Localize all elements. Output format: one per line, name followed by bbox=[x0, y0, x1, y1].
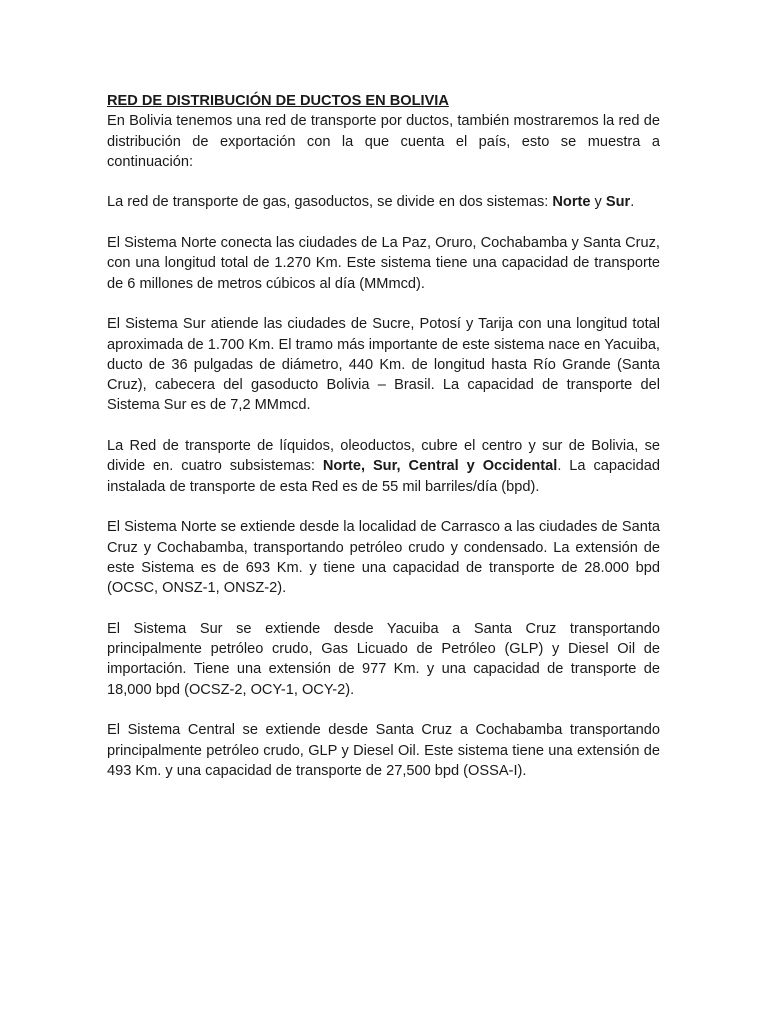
document-title: RED DE DISTRIBUCIÓN DE DUCTOS EN BOLIVIA bbox=[107, 93, 449, 109]
document-page bbox=[107, 91, 660, 801]
liquids-network-end: . La capacidad instalada de transporte de esta Red es de 55 mil barriles/día (bpd). bbox=[107, 458, 661, 495]
gas-south-label: Sur bbox=[605, 194, 631, 211]
gas-network-paragraph bbox=[107, 192, 660, 212]
liquids-network-text: La Red de transporte de líquidos, oleoductos, cubre el centro y sur de Bolivia, se divide en. cuatro subsistemas: bbox=[107, 438, 660, 475]
gas-north-paragraph: El Sistema Norte conecta las ciudades de La Paz, Oruro, Cochabamba y Santa Cruz, con una longitud total de 1.270 Km. Este sistema tiene una capacidad de transporte de 6 millones de metros cúbicos al día (MMmcd). bbox=[107, 235, 660, 292]
gas-north-label: Norte bbox=[552, 194, 591, 211]
gas-network-text: La red de transporte de gas, gasoductos, se divide en dos sistemas: bbox=[107, 194, 553, 211]
oil-central-paragraph: El Sistema Central se extiende desde Santa Cruz a Cochabamba transportando principalmente petróleo crudo, GLP y Diesel Oil. Este sistema tiene una extensión de 493 Km. y una capacidad de transporte de 27,500 bpd (OSSA-I). bbox=[107, 722, 660, 779]
intro-paragraph: En Bolivia tenemos una red de transporte por ductos, también mostraremos la red de distribución de exportación con la que cuenta el país, esto se muestra a continuación: bbox=[107, 113, 660, 170]
gas-network-join: y bbox=[590, 194, 606, 211]
oil-north-paragraph: El Sistema Norte se extiende desde la localidad de Carrasco a las ciudades de Santa Cruz y Cochabamba, transportando petróleo crudo y condensado. La extensión de este Sistema es de 693 Km. y tiene una capacidad de transporte de 28.000 bpd (OCSC, ONSZ-1, ONSZ-2). bbox=[107, 519, 660, 597]
oil-south-paragraph: El Sistema Sur se extiende desde Yacuiba a Santa Cruz transportando principalmente petróleo crudo, Gas Licuado de Petróleo (GLP) y Diesel Oil de importación. Tiene una extensión de 977 Km. y una capacidad de transporte de 18,000 bpd (OCSZ-2, OCY-1, OCY-2). bbox=[107, 620, 660, 698]
liquids-systems-label: Norte, Sur, Central y Occidental bbox=[322, 458, 558, 475]
gas-south-paragraph: El Sistema Sur atiende las ciudades de Sucre, Potosí y Tarija con una longitud total aproximada de 1.700 Km. El tramo más importante de este sistema nace en Yacuiba, ducto de 36 pulgadas de diámetro, 440 Km. de longitud hasta Río Grande (Santa Cruz), cabecera del gasoducto Bolivia – Brasil. La capacidad de transporte del Sistema Sur es de 7,2 MMmcd. bbox=[107, 316, 660, 414]
gas-network-end: . bbox=[630, 194, 635, 211]
liquids-network-paragraph bbox=[107, 436, 660, 497]
